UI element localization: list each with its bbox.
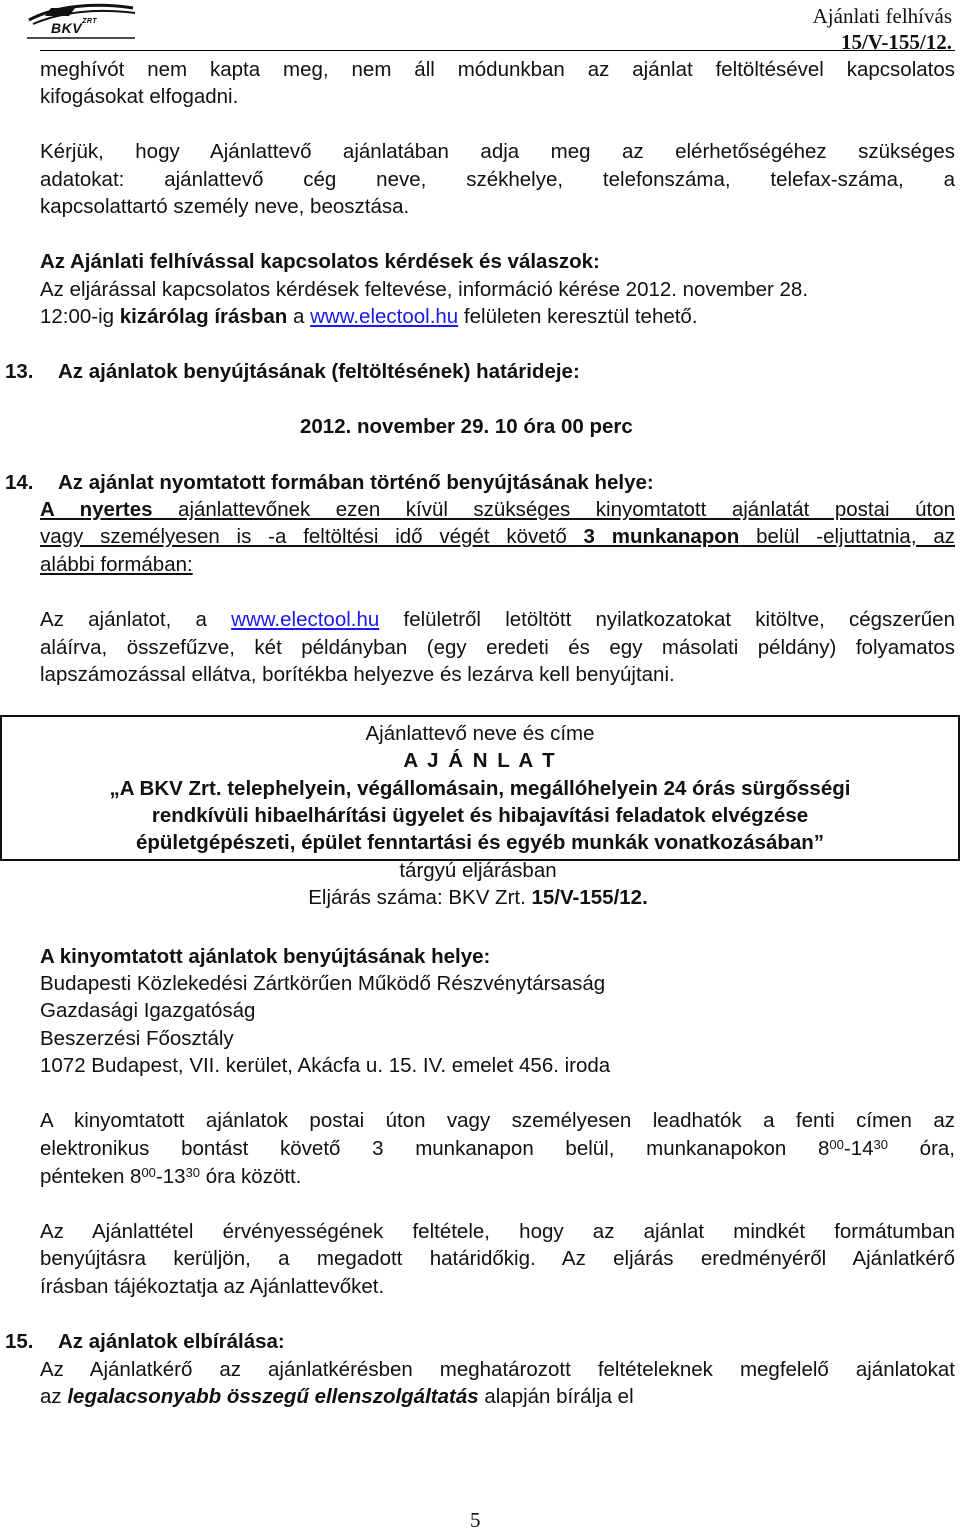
section-number: 14.: [5, 471, 34, 494]
paragraph-line: A kinyomtatott ajánlatok postai úton vagy személyesen leadhatók a fenti címen az: [40, 1109, 955, 1132]
paragraph-line: az legalacsonyabb összegű ellenszolgáltatás alapján bírálja el: [40, 1385, 634, 1408]
box-line: rendkívüli hibaelhárítási ügyelet és hibajavítási feladatok elvégzése: [151, 804, 809, 827]
deadline-date: 2012. november 29. 10 óra 00 perc: [300, 415, 633, 438]
procedure-number: Eljárás száma: BKV Zrt. 15/V-155/12.: [308, 886, 648, 909]
paragraph-line: Kérjük, hogy Ajánlattevő ajánlatában adja meg az elérhetőségéhez szükséges: [40, 140, 955, 163]
box-line: Ajánlattevő neve és címe: [365, 722, 595, 745]
bkv-logo: [25, 2, 140, 42]
page-header: [0, 0, 960, 54]
paragraph-line: meghívót nem kapta meg, nem áll módunkban az ajánlat feltöltésével kapcsolatos: [40, 58, 955, 81]
paragraph-line: lapszámozással ellátva, borítékba helyezve és lezárva kell benyújtani.: [40, 663, 675, 686]
paragraph-line: Az Ajánlatkérő az ajánlatkérésben meghatározott feltételeknek megfelelő ajánlatokat: [40, 1358, 955, 1381]
paragraph-line: Az Ajánlattétel érvényességének feltétele, hogy az ajánlat mindkét formátumban: [40, 1220, 955, 1243]
paragraph-line: adatokat: ajánlattevő cég neve, székhelye, telefonszáma, telefax-száma, a: [40, 168, 955, 191]
doc-number: 15/V-155/12.: [840, 30, 952, 54]
paragraph-line: pénteken $8^{00}-13^{30}$ óra között.: [40, 1165, 302, 1188]
paragraph-line: Az ajánlatot, a www.electool.hu felületről letöltött nyilatkozatokat kitöltve, cégszerűen: [40, 608, 955, 631]
paragraph-line: elektronikus bontást követő 3 munkanapon belül, munkanapokon $8^{00}-14^{30}$ óra,: [40, 1137, 955, 1160]
section-title: Az ajánlatok elbírálása:: [58, 1330, 285, 1353]
paragraph-line: benyújtásra kerüljön, a megadott határidőkig. Az eljárás eredményéről Ajánlatkérő: [40, 1247, 955, 1270]
electool-link[interactable]: www.electool.hu: [310, 305, 459, 328]
paragraph-line: 12:00-ig kizárólag írásban a www.electool.hu felületen keresztül tehető.: [40, 305, 698, 328]
box-line: épületgépészeti, épület fenntartási és egyéb munkák vonatkozásában”: [135, 831, 825, 854]
address-line: Beszerzési Főosztály: [40, 1027, 234, 1050]
paragraph-line: kifogásokat elfogadni.: [40, 85, 239, 108]
paragraph-line: Az eljárással kapcsolatos kérdések feltevése, információ kérése 2012. november 28.: [40, 278, 809, 301]
paragraph-line: kapcsolattartó személy neve, beosztása.: [40, 195, 410, 218]
doc-type: Ajánlati felhívás: [812, 4, 952, 28]
header-divider: [40, 50, 955, 51]
section-title: Az ajánlatok benyújtásának (feltöltésének) határideje:: [58, 360, 580, 383]
section-title: Az ajánlat nyomtatott formában történő benyújtásának helye:: [58, 471, 654, 494]
paragraph-line: írásban tájékoztatja az Ajánlattevőket.: [40, 1275, 385, 1298]
paragraph-line: aláírva, összefűzve, két példányban (egy eredeti és egy másolati példány) folyamatos: [40, 636, 955, 659]
offer-envelope-box: [0, 715, 960, 861]
electool-link[interactable]: www.electool.hu: [231, 608, 380, 631]
section-number: 15.: [5, 1330, 34, 1353]
place-heading: A kinyomtatott ajánlatok benyújtásának helye:: [40, 945, 491, 968]
box-line: tárgyú eljárásban: [399, 859, 557, 882]
logo-text: $BKV^{ZRT}$: [51, 18, 98, 36]
address-line: 1072 Budapest, VII. kerület, Akácfa u. 15. IV. emelet 456. iroda: [40, 1054, 611, 1077]
address-line: Budapesti Közlekedési Zártkörűen Működő Részvénytársaság: [40, 972, 606, 995]
document-reference: [813, 3, 952, 55]
page-number: 5: [470, 1508, 481, 1532]
box-line: „A BKV Zrt. telephelyein, végállomásain, megállóhelyein 24 órás sürgősségi: [109, 777, 851, 800]
address-line: Gazdasági Igazgatóság: [40, 999, 256, 1022]
paragraph-line: vagy személyesen is -a feltöltési idő végét követő 3 munkanapon belül -eljuttatnia, az: [40, 525, 955, 548]
box-title: A J Á N L A T: [403, 749, 557, 772]
paragraph-line: alábbi formában:: [40, 553, 193, 576]
section-number: 13.: [5, 360, 34, 383]
qa-heading: Az Ajánlati felhívással kapcsolatos kérdések és válaszok:: [40, 250, 600, 273]
paragraph-line: A nyertes ajánlattevőnek ezen kívül szükséges kinyomtatott ajánlatát postai úton: [40, 498, 956, 521]
